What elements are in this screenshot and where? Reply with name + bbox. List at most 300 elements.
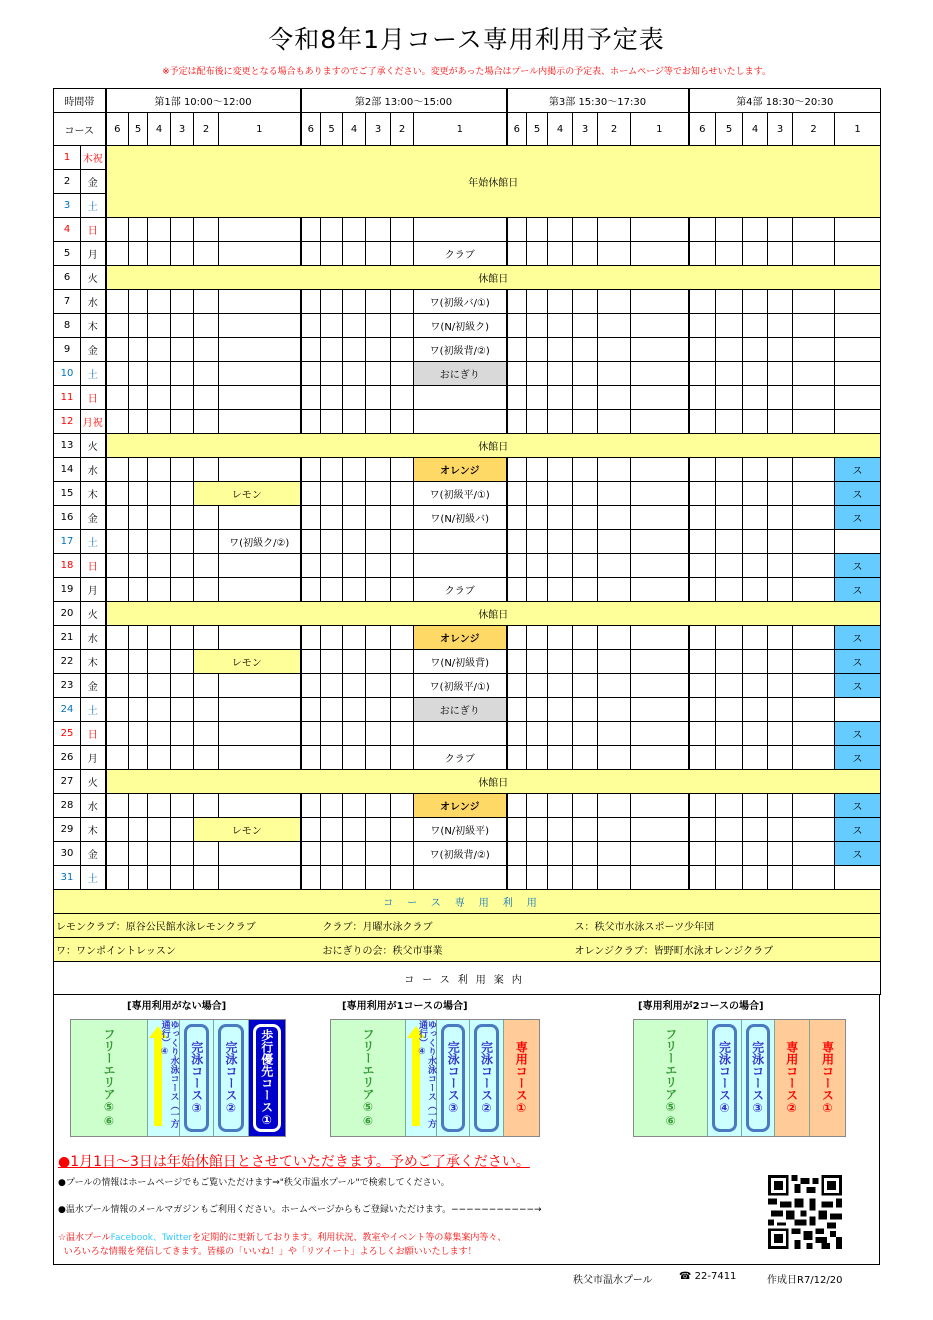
empty-slot: [793, 578, 835, 602]
empty-slot: [391, 674, 414, 698]
empty-slot: [129, 650, 148, 674]
empty-slot: [321, 410, 343, 434]
booking-cell: ワ(初級バ/①): [414, 290, 507, 314]
empty-slot: [321, 842, 343, 866]
day-number: 15: [54, 482, 81, 506]
empty-slot: [631, 746, 689, 770]
empty-slot: [835, 386, 881, 410]
empty-slot: [689, 794, 716, 818]
empty-slot: [716, 842, 743, 866]
lane-label: 完泳コース③: [189, 1041, 204, 1115]
empty-slot: [301, 626, 321, 650]
empty-slot: [148, 554, 171, 578]
empty-slot: [573, 362, 598, 386]
empty-slot: [301, 818, 321, 842]
empty-slot: [527, 506, 548, 530]
weekday: 金: [81, 842, 106, 866]
empty-slot: [321, 650, 343, 674]
empty-slot: [507, 290, 527, 314]
empty-slot: [129, 218, 148, 242]
empty-slot: [148, 290, 171, 314]
booking-cell: レモン: [194, 818, 301, 842]
weekday: 水: [81, 794, 106, 818]
empty-slot: [194, 674, 219, 698]
empty-slot: [507, 698, 527, 722]
empty-slot: [301, 482, 321, 506]
empty-slot: [301, 794, 321, 818]
day-row: [54, 530, 881, 554]
day-row: [54, 818, 881, 842]
empty-slot: [171, 242, 194, 266]
booking-cell: ス: [835, 482, 881, 506]
day-number: 27: [54, 770, 81, 794]
empty-slot: [716, 746, 743, 770]
empty-slot: [414, 722, 507, 746]
empty-slot: [793, 722, 835, 746]
sns-note: [58, 1231, 506, 1259]
legend-row-1: [54, 914, 881, 938]
empty-slot: [148, 410, 171, 434]
empty-slot: [835, 314, 881, 338]
lane-swim: [742, 1020, 775, 1136]
empty-slot: [793, 530, 835, 554]
lane-walk: [249, 1020, 285, 1136]
empty-slot: [716, 362, 743, 386]
day-row: [54, 746, 881, 770]
empty-slot: [631, 626, 689, 650]
empty-slot: [219, 626, 301, 650]
lane-swim: [214, 1020, 248, 1136]
empty-slot: [106, 674, 129, 698]
empty-slot: [507, 410, 527, 434]
empty-slot: [366, 866, 391, 890]
empty-slot: [414, 218, 507, 242]
empty-slot: [148, 482, 171, 506]
empty-slot: [598, 314, 631, 338]
lane-header-p3-3: 3: [573, 113, 598, 146]
sns-prefix: ☆温水プール: [58, 1233, 111, 1243]
day-row: [54, 434, 881, 458]
booking-cell: ス: [835, 554, 881, 578]
empty-slot: [598, 386, 631, 410]
guide-title: コース利用案内: [54, 962, 881, 995]
day-number: 18: [54, 554, 81, 578]
empty-slot: [129, 362, 148, 386]
empty-slot: [366, 314, 391, 338]
empty-slot: [148, 386, 171, 410]
booking-cell: ス: [835, 458, 881, 482]
empty-slot: [631, 530, 689, 554]
empty-slot: [768, 458, 793, 482]
empty-slot: [598, 362, 631, 386]
closed-day-cell: 休館日: [106, 770, 881, 794]
empty-slot: [321, 506, 343, 530]
empty-slot: [507, 506, 527, 530]
lane-slow: [148, 1020, 180, 1136]
empty-slot: [573, 410, 598, 434]
empty-slot: [148, 650, 171, 674]
lane-label: ゆっくり水泳コース（一方通行）④: [159, 1020, 179, 1128]
empty-slot: [743, 242, 768, 266]
empty-slot: [689, 530, 716, 554]
empty-slot: [716, 458, 743, 482]
empty-slot: [548, 458, 573, 482]
empty-slot: [321, 698, 343, 722]
empty-slot: [366, 794, 391, 818]
booking-cell: おにぎり: [414, 698, 507, 722]
day-row: [54, 698, 881, 722]
diagram-no-dedicated: [70, 1019, 286, 1137]
empty-slot: [573, 746, 598, 770]
empty-slot: [321, 338, 343, 362]
empty-slot: [768, 314, 793, 338]
empty-slot: [343, 338, 366, 362]
empty-slot: [835, 290, 881, 314]
empty-slot: [171, 722, 194, 746]
empty-slot: [343, 530, 366, 554]
weekday: 日: [81, 722, 106, 746]
legend-onigiri: おにぎりの会：秩父市事業: [321, 938, 573, 962]
empty-slot: [507, 866, 527, 890]
empty-slot: [391, 650, 414, 674]
empty-slot: [301, 554, 321, 578]
header-row-parts: [54, 89, 881, 113]
empty-slot: [716, 218, 743, 242]
lane-label: 完泳コース④: [717, 1041, 732, 1115]
empty-slot: [743, 482, 768, 506]
empty-slot: [194, 242, 219, 266]
empty-slot: [689, 818, 716, 842]
empty-slot: [507, 818, 527, 842]
empty-slot: [573, 482, 598, 506]
empty-slot: [527, 578, 548, 602]
empty-slot: [598, 746, 631, 770]
day-number: 22: [54, 650, 81, 674]
empty-slot: [768, 338, 793, 362]
empty-slot: [631, 842, 689, 866]
empty-slot: [743, 794, 768, 818]
empty-slot: [598, 626, 631, 650]
empty-slot: [768, 650, 793, 674]
empty-slot: [148, 242, 171, 266]
empty-slot: [171, 362, 194, 386]
guide-title-row: [54, 962, 881, 995]
empty-slot: [573, 338, 598, 362]
empty-slot: [507, 722, 527, 746]
empty-slot: [414, 410, 507, 434]
lane-header-p3-5: 5: [527, 113, 548, 146]
empty-slot: [548, 650, 573, 674]
empty-slot: [343, 314, 366, 338]
empty-slot: [793, 362, 835, 386]
day-row: [54, 362, 881, 386]
new-year-closed-notice: ●1月1日～3日は年始休館日とさせていただきます。予めご了承ください。: [58, 1154, 530, 1170]
empty-slot: [106, 722, 129, 746]
empty-slot: [598, 482, 631, 506]
empty-slot: [689, 746, 716, 770]
empty-slot: [391, 698, 414, 722]
empty-slot: [689, 410, 716, 434]
booking-cell: ス: [835, 746, 881, 770]
empty-slot: [129, 314, 148, 338]
empty-slot: [716, 410, 743, 434]
empty-slot: [835, 866, 881, 890]
empty-slot: [631, 578, 689, 602]
day-row: [54, 482, 881, 506]
empty-slot: [148, 746, 171, 770]
empty-slot: [219, 218, 301, 242]
day-row: [54, 242, 881, 266]
empty-slot: [301, 650, 321, 674]
weekday: 金: [81, 506, 106, 530]
empty-slot: [835, 218, 881, 242]
empty-slot: [507, 362, 527, 386]
empty-slot: [391, 578, 414, 602]
empty-slot: [301, 722, 321, 746]
empty-slot: [106, 482, 129, 506]
empty-slot: [171, 410, 194, 434]
empty-slot: [573, 386, 598, 410]
empty-slot: [194, 386, 219, 410]
empty-slot: [793, 698, 835, 722]
empty-slot: [716, 698, 743, 722]
day-row: [54, 554, 881, 578]
empty-slot: [548, 314, 573, 338]
empty-slot: [689, 698, 716, 722]
empty-slot: [321, 674, 343, 698]
empty-slot: [219, 698, 301, 722]
empty-slot: [343, 818, 366, 842]
empty-slot: [219, 578, 301, 602]
empty-slot: [793, 866, 835, 890]
empty-slot: [129, 410, 148, 434]
change-notice: ※予定は配布後に変更となる場合もありますのでご了承ください。変更があった場合はプール内掲示の予定表、ホームページ等でお知らせいたします。: [162, 67, 771, 77]
empty-slot: [321, 386, 343, 410]
empty-slot: [716, 314, 743, 338]
day-row: [54, 578, 881, 602]
empty-slot: [689, 218, 716, 242]
empty-slot: [106, 314, 129, 338]
empty-slot: [598, 338, 631, 362]
day-row: [54, 266, 881, 290]
empty-slot: [548, 698, 573, 722]
empty-slot: [219, 314, 301, 338]
empty-slot: [171, 626, 194, 650]
day-number: 7: [54, 290, 81, 314]
empty-slot: [391, 530, 414, 554]
sns-line-2: いろいろな情報を発信してきます。皆様の「いいね！」や「リツイート」よろしくお願いいたします！: [63, 1247, 477, 1257]
qr-code-icon[interactable]: [768, 1174, 842, 1250]
empty-slot: [768, 290, 793, 314]
lane-header-p4-6: 6: [689, 113, 716, 146]
empty-slot: [527, 362, 548, 386]
empty-slot: [527, 530, 548, 554]
weekday: 日: [81, 554, 106, 578]
booking-cell: ス: [835, 578, 881, 602]
empty-slot: [129, 458, 148, 482]
empty-slot: [343, 674, 366, 698]
weekday: 土: [81, 530, 106, 554]
empty-slot: [527, 410, 548, 434]
legend-club: クラブ：月曜水泳クラブ: [321, 914, 573, 938]
empty-slot: [106, 290, 129, 314]
empty-slot: [301, 674, 321, 698]
day-number: 24: [54, 698, 81, 722]
empty-slot: [527, 218, 548, 242]
lane-label: 専用コース②: [784, 1041, 799, 1115]
mail-magazine-note: ●温水プール情報のメールマガジンもご利用ください。ホームページからもご登録いただけます。−−−−−−−−−−−→: [58, 1205, 542, 1215]
day-number: 14: [54, 458, 81, 482]
empty-slot: [366, 338, 391, 362]
lane-header-p2-4: 4: [343, 113, 366, 146]
empty-slot: [743, 314, 768, 338]
empty-slot: [321, 530, 343, 554]
empty-slot: [219, 866, 301, 890]
empty-slot: [343, 842, 366, 866]
empty-slot: [573, 650, 598, 674]
empty-slot: [689, 578, 716, 602]
empty-slot: [835, 338, 881, 362]
empty-slot: [171, 698, 194, 722]
empty-slot: [129, 746, 148, 770]
empty-slot: [106, 506, 129, 530]
empty-slot: [527, 794, 548, 818]
empty-slot: [548, 626, 573, 650]
empty-slot: [573, 530, 598, 554]
empty-slot: [106, 698, 129, 722]
empty-slot: [631, 290, 689, 314]
empty-slot: [219, 290, 301, 314]
empty-slot: [768, 530, 793, 554]
empty-slot: [148, 506, 171, 530]
empty-slot: [768, 578, 793, 602]
lane-header-p3-1: 1: [631, 113, 689, 146]
empty-slot: [548, 554, 573, 578]
empty-slot: [171, 818, 194, 842]
empty-slot: [301, 746, 321, 770]
day-number: 5: [54, 242, 81, 266]
lane-header-p4-5: 5: [716, 113, 743, 146]
empty-slot: [835, 698, 881, 722]
empty-slot: [366, 506, 391, 530]
empty-slot: [129, 818, 148, 842]
empty-slot: [573, 458, 598, 482]
empty-slot: [689, 626, 716, 650]
empty-slot: [631, 650, 689, 674]
booking-cell: レモン: [194, 650, 301, 674]
empty-slot: [527, 674, 548, 698]
empty-slot: [598, 506, 631, 530]
empty-slot: [366, 650, 391, 674]
empty-slot: [598, 722, 631, 746]
empty-slot: [106, 818, 129, 842]
empty-slot: [743, 458, 768, 482]
weekday: 木: [81, 482, 106, 506]
day-number: 6: [54, 266, 81, 290]
empty-slot: [321, 722, 343, 746]
empty-slot: [391, 362, 414, 386]
weekday: 月: [81, 242, 106, 266]
empty-slot: [301, 338, 321, 362]
empty-slot: [631, 386, 689, 410]
empty-slot: [129, 578, 148, 602]
empty-slot: [171, 866, 194, 890]
empty-slot: [391, 506, 414, 530]
empty-slot: [631, 506, 689, 530]
empty-slot: [391, 722, 414, 746]
sns-line-1: を定期的に更新しております。利用状況、教室やイベント等の募集案内等々、: [192, 1233, 507, 1243]
booking-cell: ス: [835, 506, 881, 530]
empty-slot: [219, 746, 301, 770]
empty-slot: [573, 698, 598, 722]
empty-slot: [301, 218, 321, 242]
empty-slot: [527, 242, 548, 266]
empty-slot: [148, 674, 171, 698]
empty-slot: [768, 698, 793, 722]
empty-slot: [171, 650, 194, 674]
empty-slot: [106, 338, 129, 362]
empty-slot: [689, 338, 716, 362]
empty-slot: [343, 362, 366, 386]
sns-links[interactable]: Facebook、Twitter: [110, 1233, 193, 1243]
empty-slot: [321, 818, 343, 842]
empty-slot: [689, 866, 716, 890]
empty-slot: [391, 554, 414, 578]
empty-slot: [507, 530, 527, 554]
empty-slot: [194, 866, 219, 890]
empty-slot: [793, 314, 835, 338]
booking-cell: オレンジ: [414, 626, 507, 650]
empty-slot: [548, 818, 573, 842]
lane-label: 完泳コース③: [446, 1041, 461, 1115]
empty-slot: [219, 506, 301, 530]
empty-slot: [716, 818, 743, 842]
booking-cell: ワ(初級平/①): [414, 674, 507, 698]
empty-slot: [321, 458, 343, 482]
empty-slot: [527, 458, 548, 482]
lane-header-p1-6: 6: [106, 113, 129, 146]
empty-slot: [507, 386, 527, 410]
empty-slot: [507, 650, 527, 674]
empty-slot: [194, 746, 219, 770]
empty-slot: [743, 290, 768, 314]
day-number: 31: [54, 866, 81, 890]
empty-slot: [391, 242, 414, 266]
empty-slot: [129, 506, 148, 530]
empty-slot: [793, 290, 835, 314]
empty-slot: [548, 530, 573, 554]
empty-slot: [219, 410, 301, 434]
empty-slot: [548, 794, 573, 818]
empty-slot: [343, 650, 366, 674]
day-number: 16: [54, 506, 81, 530]
empty-slot: [129, 842, 148, 866]
weekday: 火: [81, 770, 106, 794]
empty-slot: [573, 218, 598, 242]
empty-slot: [743, 338, 768, 362]
empty-slot: [343, 506, 366, 530]
empty-slot: [148, 698, 171, 722]
lane-free: [634, 1020, 708, 1136]
empty-slot: [301, 314, 321, 338]
empty-slot: [631, 242, 689, 266]
lane-header-p4-3: 3: [768, 113, 793, 146]
empty-slot: [129, 722, 148, 746]
booking-cell: ワ(初級平/①): [414, 482, 507, 506]
empty-slot: [321, 218, 343, 242]
day-number: 3: [54, 194, 81, 218]
empty-slot: [716, 674, 743, 698]
